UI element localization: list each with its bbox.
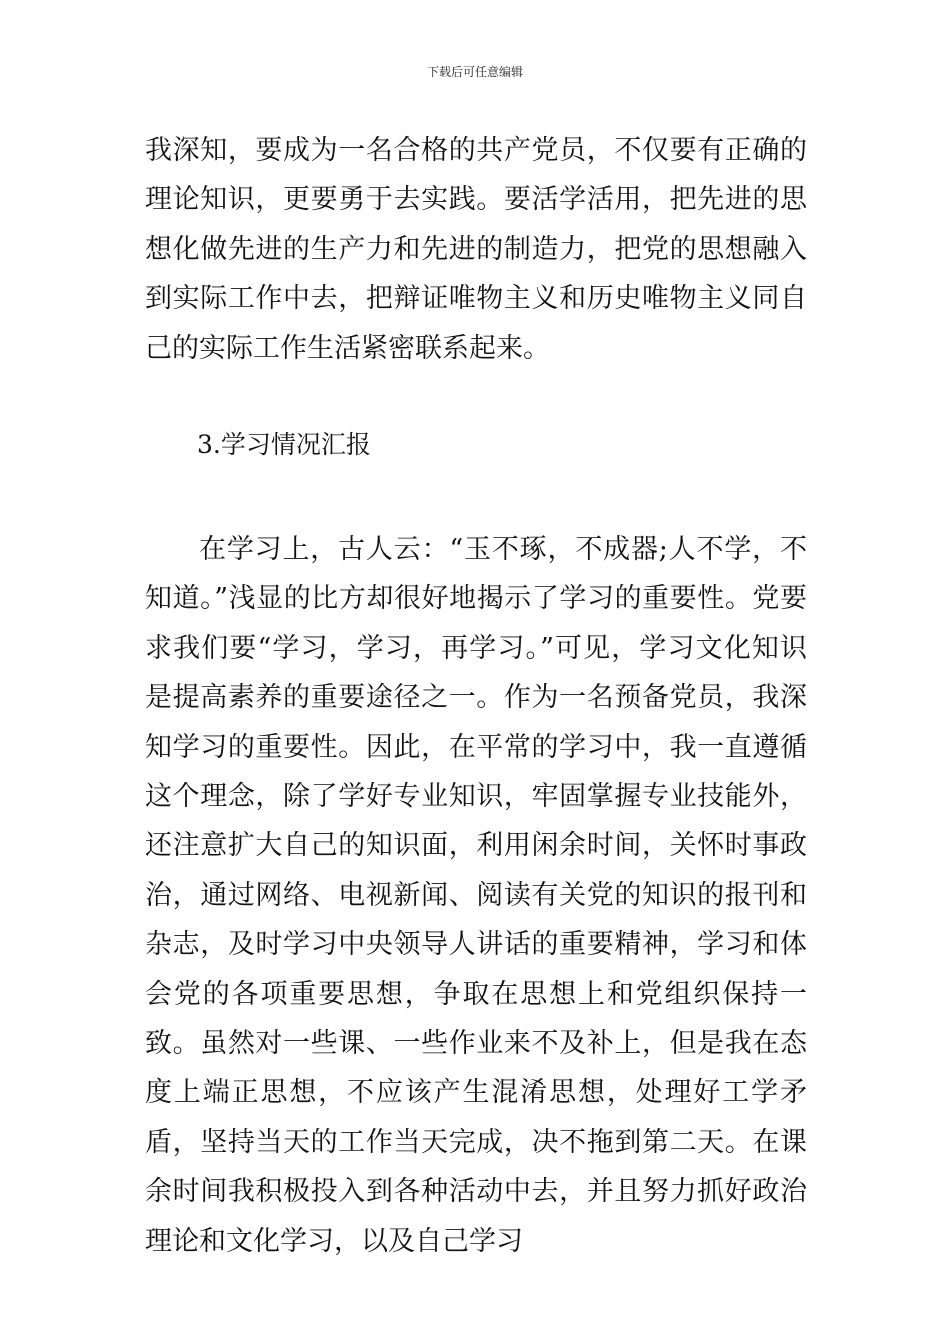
body-paragraph-1: 我深知，要成为一名合格的共产党员，不仅要有正确的理论知识，更要勇于去实践。要活学活用，把先进的思想化做先进的生产力和先进的制造力，把党的思想融入到实际工作中去，把辩证唯物主义和历史唯物主义同自己的实际工作生活紧密联系起来。: [145, 135, 807, 364]
section-heading: 3.学习情况汇报: [197, 430, 371, 459]
page-header: 下载后可任意编辑: [426, 65, 523, 79]
body-paragraph-2: 在学习上，古人云：“玉不琢，不成器;人不学，不知道。”浅显的比方却很好地揭示了学习的重要性。党要求我们要“学习，学习，再学习。”可见，学习文化知识是提高素养的重要途径之一。作为一名预备党员，我深知学习的重要性。因此，在平常的学习中，我一直遵循这个理念，除了学好专业知识，牢固掌握专业技能外，还注意扩大自己的知识面，利用闲余时间，关怀时事政治，通过网络、电视新闻、阅读有关党的知识的报刊和杂志，及时学习中央领导人讲话的重要精神，学习和体会党的各项重要思想，争取在思想上和党组织保持一致。虽然对一些课、一些作业来不及补上，但是我在态度上端正思想，不应该产生混淆思想，处理好工学矛盾，坚持当天的工作当天完成，决不拖到第二天。在课余时间我积极投入到各种活动中去，并且努力抓好政治理论和文化学习，以及自己学习: [145, 534, 807, 1257]
